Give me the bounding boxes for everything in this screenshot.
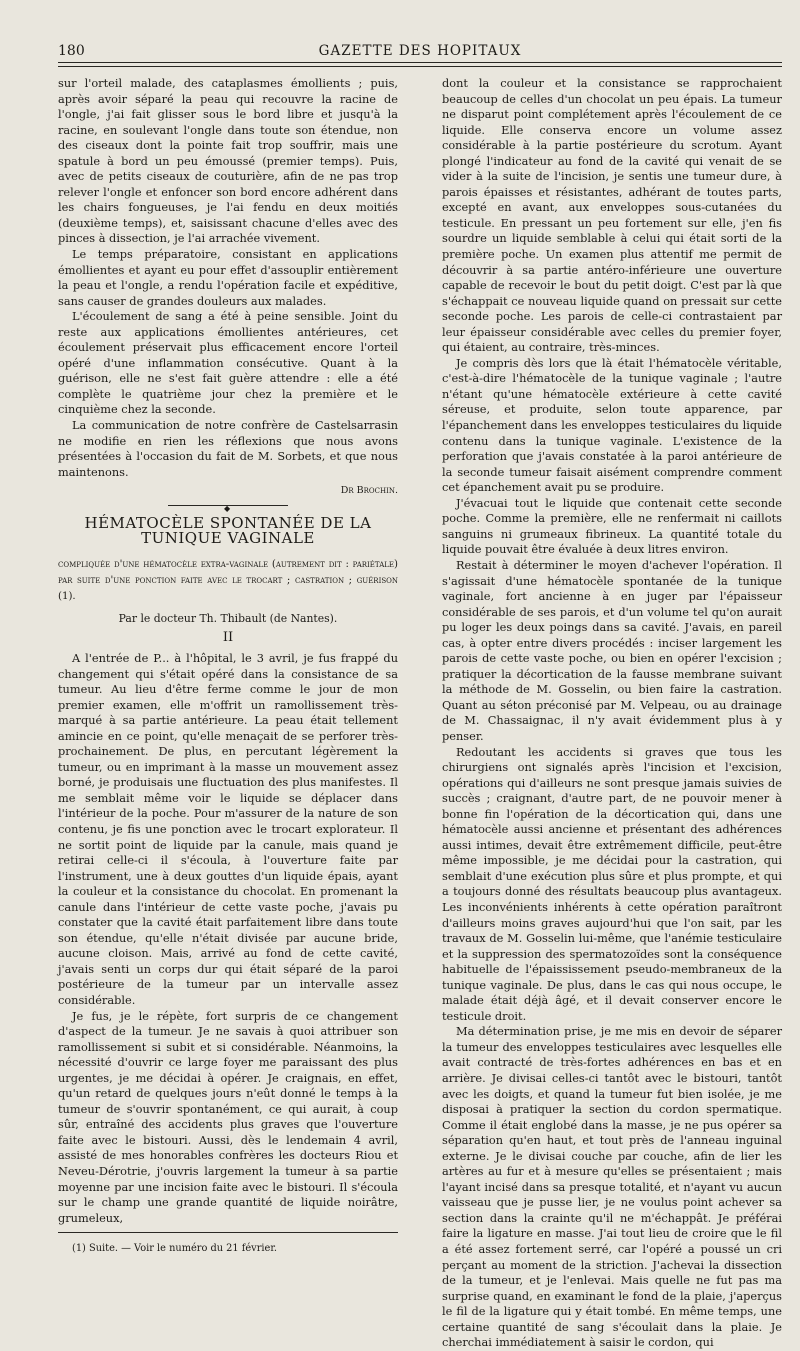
signature: Dr Brochin. <box>340 485 398 497</box>
paragraph: Redoutant les accidents si graves que tous les chirurgiens ont signalés après l'incision et l'excision, opérations qui d'ailleurs ne sont presque jamais suivies de succès ; craignant, d'autre part, de ne pouvoir mener à bonne fin l'opération de la décortication qui, dans une hématocèle aussi ancienne et présentant des adhérences aussi intimes, devait être extrêmement difficile, peut-être même impossible, je me décidai pour la castration, qui semblait d'une exécution plus sûre et plus prompte, et qui a toujours donné des résultats beaucoup plus avantageux. Les inconvénients inhérents à cette opération paraîtront d'ailleurs moins graves aujourd'hui que l'on sait, par les travaux de M. Gosselin lui-même, que l'anémie testiculaire et la suppression des spermatozoïdes sont la conséquence habituelle de l'épaississement pseudo-membraneux de la tunique vaginale. De plus, dans le cas qui nous occupe, le malade était déjà âgé, et il devait conserver encore le testicule droit. <box>442 744 782 1023</box>
paragraph: Je fus, je le répète, fort surpris de ce changement d'aspect de la tumeur. Je ne savais à quoi attribuer son ramollissement si subit et si considérable. Néanmoins, la nécessité d'ouvrir ce large foyer me paraissant des plus urgentes, je me décidai à opérer. Je craignais, en effet, qu'un retard de quelques jours n'eût donné le temps à la tumeur de s'ouvrir spontanément, ce qui aurait, à coup sûr, entraîné des accidents plus graves que l'ouverture faite avec le bistouri. Aussi, dès le lendemain 4 avril, assisté de mes honorables confrères les docteurs Riou et Neveu-Dérotrie, j'ouvris largement la tumeur à sa partie moyenne par une incision faite avec le bistouri. Il s'écoula sur le champ une grande quantité de liquide noirâtre, grumeleux, <box>58 1008 398 1225</box>
right-column <box>442 76 782 1351</box>
article-title: HÉMATOCÈLE SPONTANÉE DE LA TUNIQUE VAGINALE <box>84 513 372 548</box>
paragraph: L'écoulement de sang a été à peine sensible. Joint du reste aux applications émollientes antérieures, cet écoulement préservait plus efficacement encore l'orteil opéré d'une inflammation consécutive. Quant à la guérison, elle ne s'est fait guère attendre : elle a été complète le quatrième jour chez la première et le cinquième chez la seconde. <box>58 309 398 417</box>
diamond-icon: ◆ <box>224 503 231 513</box>
paragraph: sur l'orteil malade, des cataplasmes émollients ; puis, après avoir séparé la peau qui recouvre la racine de l'ongle, j'ai fait glisser sous le bord libre et jusqu'à la racine, en soulevant l'ongle dans toute son étendue, non des ciseaux dont la pointe fait trop souffrir, mais une spatule à bord un peu émoussé (premier temps). Puis, avec de petits ciseaux de couturière, afin de ne pas trop relever l'ongle et enfoncer son bord encore adhérent dans les chairs fongueuses, je l'ai fendu en deux moitiés (deuxième temps), et, saisissant chacune d'elles avec des pinces à dissection, je l'ai arrachée vivement. <box>58 76 398 246</box>
header-rule <box>58 66 782 67</box>
article-author: Par le docteur Th. Thibault (de Nantes). <box>118 611 338 625</box>
footnote: (1) Suite. — Voir le numéro du 21 février. <box>72 1243 278 1255</box>
paragraph: dont la couleur et la consistance se rapprochaient beaucoup de celles d'un chocolat un peu épais. La tumeur ne disparut point complétement après l'écoulement de ce liquide. Elle conserva encore un volume assez considérable à la partie postérieure du scrotum. Ayant plongé l'indicateur au fond de la cavité qui venait de se vider à la suite de l'incision, je sentis une tumeur dure, à parois épaisses et résistantes, adhérant de toutes parts, excepté en avant, aux enveloppes sous-cutanées du testicule. En pressant un peu fortement sur elle, j'en fis sourdre un liquide semblable à celui qui était sorti de la première poche. Un examen plus attentif me permit de découvrir à sa partie antéro-inférieure une ouverture capable de recevoir le bout du petit doigt. C'est par là que s'échappait ce nouveau liquide quand on pressait sur cette seconde poche. Les parois de celle-ci contrastaient par leur épaisseur considérable avec celles du premier foyer, qui étaient, au contraire, très-minces. <box>442 76 782 355</box>
paragraph: A l'entrée de P... à l'hôpital, le 3 avril, je fus frappé du changement qui s'était opéré dans la consistance de sa tumeur. Au lieu d'être ferme comme le jour de mon premier examen, elle m'offrit un ramollissement très-marqué à sa partie antérieure. La peau était tellement amincie en ce point, qu'elle menaçait de se perforer très-prochainement. De plus, en percutant légèrement la tumeur, ou en imprimant à la masse un mouvement assez borné, je produisais une fluctuation des plus manifestes. Il me semblait même voir le liquide se déplacer dans l'intérieur de la poche. Pour m'assurer de la nature de son contenu, je fis une ponction avec le trocart explorateur. Il ne sortit point de liquide par la canule, mais quand je retirai celle-ci il s'écoula, à l'ouverture faite par l'instrument, une à deux gouttes d'un liquide épais, ayant la couleur et la consistance du chocolat. En promenant la canule dans l'intérieur de cette vaste poche, j'avais pu constater que la cavité était parfaitement libre dans toute son étendue, qu'elle n'était divisée par aucune bride, aucune cloison. Mais, arrivé au fond de cette cavité, j'avais senti un corps dur qui était séparé de la paroi postérieure de la tumeur par un intervalle assez considérable. <box>58 650 398 1007</box>
paragraph: Le temps préparatoire, consistant en applications émollientes et ayant eu pour effet d'assouplir entièrement la peau et l'ongle, a rendu l'opération facile et expéditive, sans causer de grandes douleurs aux malades. <box>58 247 398 308</box>
article-subtitle: compliquée d'une hématocèle extra-vaginale (autrement dit : pariétale) par suite d'une ponction faite avec le trocart ; castration ; guérison (1). <box>58 558 398 602</box>
paragraph: Ma détermination prise, je me mis en devoir de séparer la tumeur des enveloppes testiculaires avec lesquelles elle avait contracté de très-fortes adhérences en bas et en arrière. Je divisai celles-ci tantôt avec le bistouri, tantôt avec les doigts, et quand la tumeur fut bien isolée, je me disposai à pratiquer la section du cordon spermatique. Comme il était englobé dans la masse, je ne pus opérer sa séparation qu'en haut, et tout près de l'anneau inguinal externe. Je le divisai couche par couche, afin de lier les artères au fur et à mesure qu'elles se présentaient ; mais l'ayant incisé dans sa presque totalité, et n'ayant vu aucun vaisseau que je pusse lier, je ne voulus point achever sa section dans la crainte qu'il ne m'échappât. Je préférai faire la ligature en masse. J'ai tout lieu de croire que le fil a été assez fortement serré, car l'opéré a poussé un cri perçant au moment de la striction. J'achevai la dissection de la tumeur, et je l'enlevai. Mais quelle ne fut pas ma surprise quand, en examinant le fond de la plaie, j'aperçus le fil de la ligature qui y était tombé. En même temps, une certaine quantité de sang s'écoulait dans la plaie. Je cherchai immédiatement à saisir le cordon, qui <box>442 1024 782 1350</box>
left-column <box>58 76 398 1257</box>
section-number: II <box>222 630 234 646</box>
page-header <box>58 40 782 63</box>
paragraph: J'évacuai tout le liquide que contenait cette seconde poche. Comme la première, elle ne renfermait ni caillots sanguins ni grumeaux fibrineux. La quantité totale du liquide pouvait être évaluée à deux litres environ. <box>442 495 782 557</box>
footnote-rule <box>58 1232 398 1233</box>
journal-title: GAZETTE DES HOPITAUX <box>318 43 522 59</box>
page-number: 180 <box>58 43 85 59</box>
paragraph: Je compris dès lors que là était l'hématocèle véritable, c'est-à-dire l'hématocèle de la tunique vaginale ; l'autre n'étant qu'une hématocèle extérieure à cette cavité séreuse, et produite, selon toute apparence, par l'épanchement dans les enveloppes testiculaires du liquide contenu dans la tunique vaginale. L'existence de la perforation que j'avais constatée à la paroi antérieure de la seconde tumeur faisait aisément comprendre comment cet épanchement avait pu se produire. <box>442 355 782 495</box>
separator-rule <box>168 503 288 513</box>
paragraph: Restait à déterminer le moyen d'achever l'opération. Il s'agissait d'une hématocèle spontanée de la tunique vaginale, fort ancienne à en juger par l'épaisseur considérable de ses parois, et d'un volume tel qu'on aurait pu loger les deux poings dans sa cavité. J'avais, en pareil cas, à opter entre divers procédés : inciser largement les parois de cette vaste poche, ou bien en opérer l'excision ; pratiquer la décortication de la fausse membrane suivant la méthode de M. Gosselin, ou bien faire la castration. Quant au séton préconisé par M. Velpeau, ou au drainage de M. Chassaignac, il n'y avait évidemment plus à y penser. <box>442 557 782 743</box>
paragraph: La communication de notre confrère de Castelsarrasin ne modifie en rien les réflexions que nous avons présentées à l'occasion du fait de M. Sorbets, et que nous maintenons. <box>58 418 398 479</box>
